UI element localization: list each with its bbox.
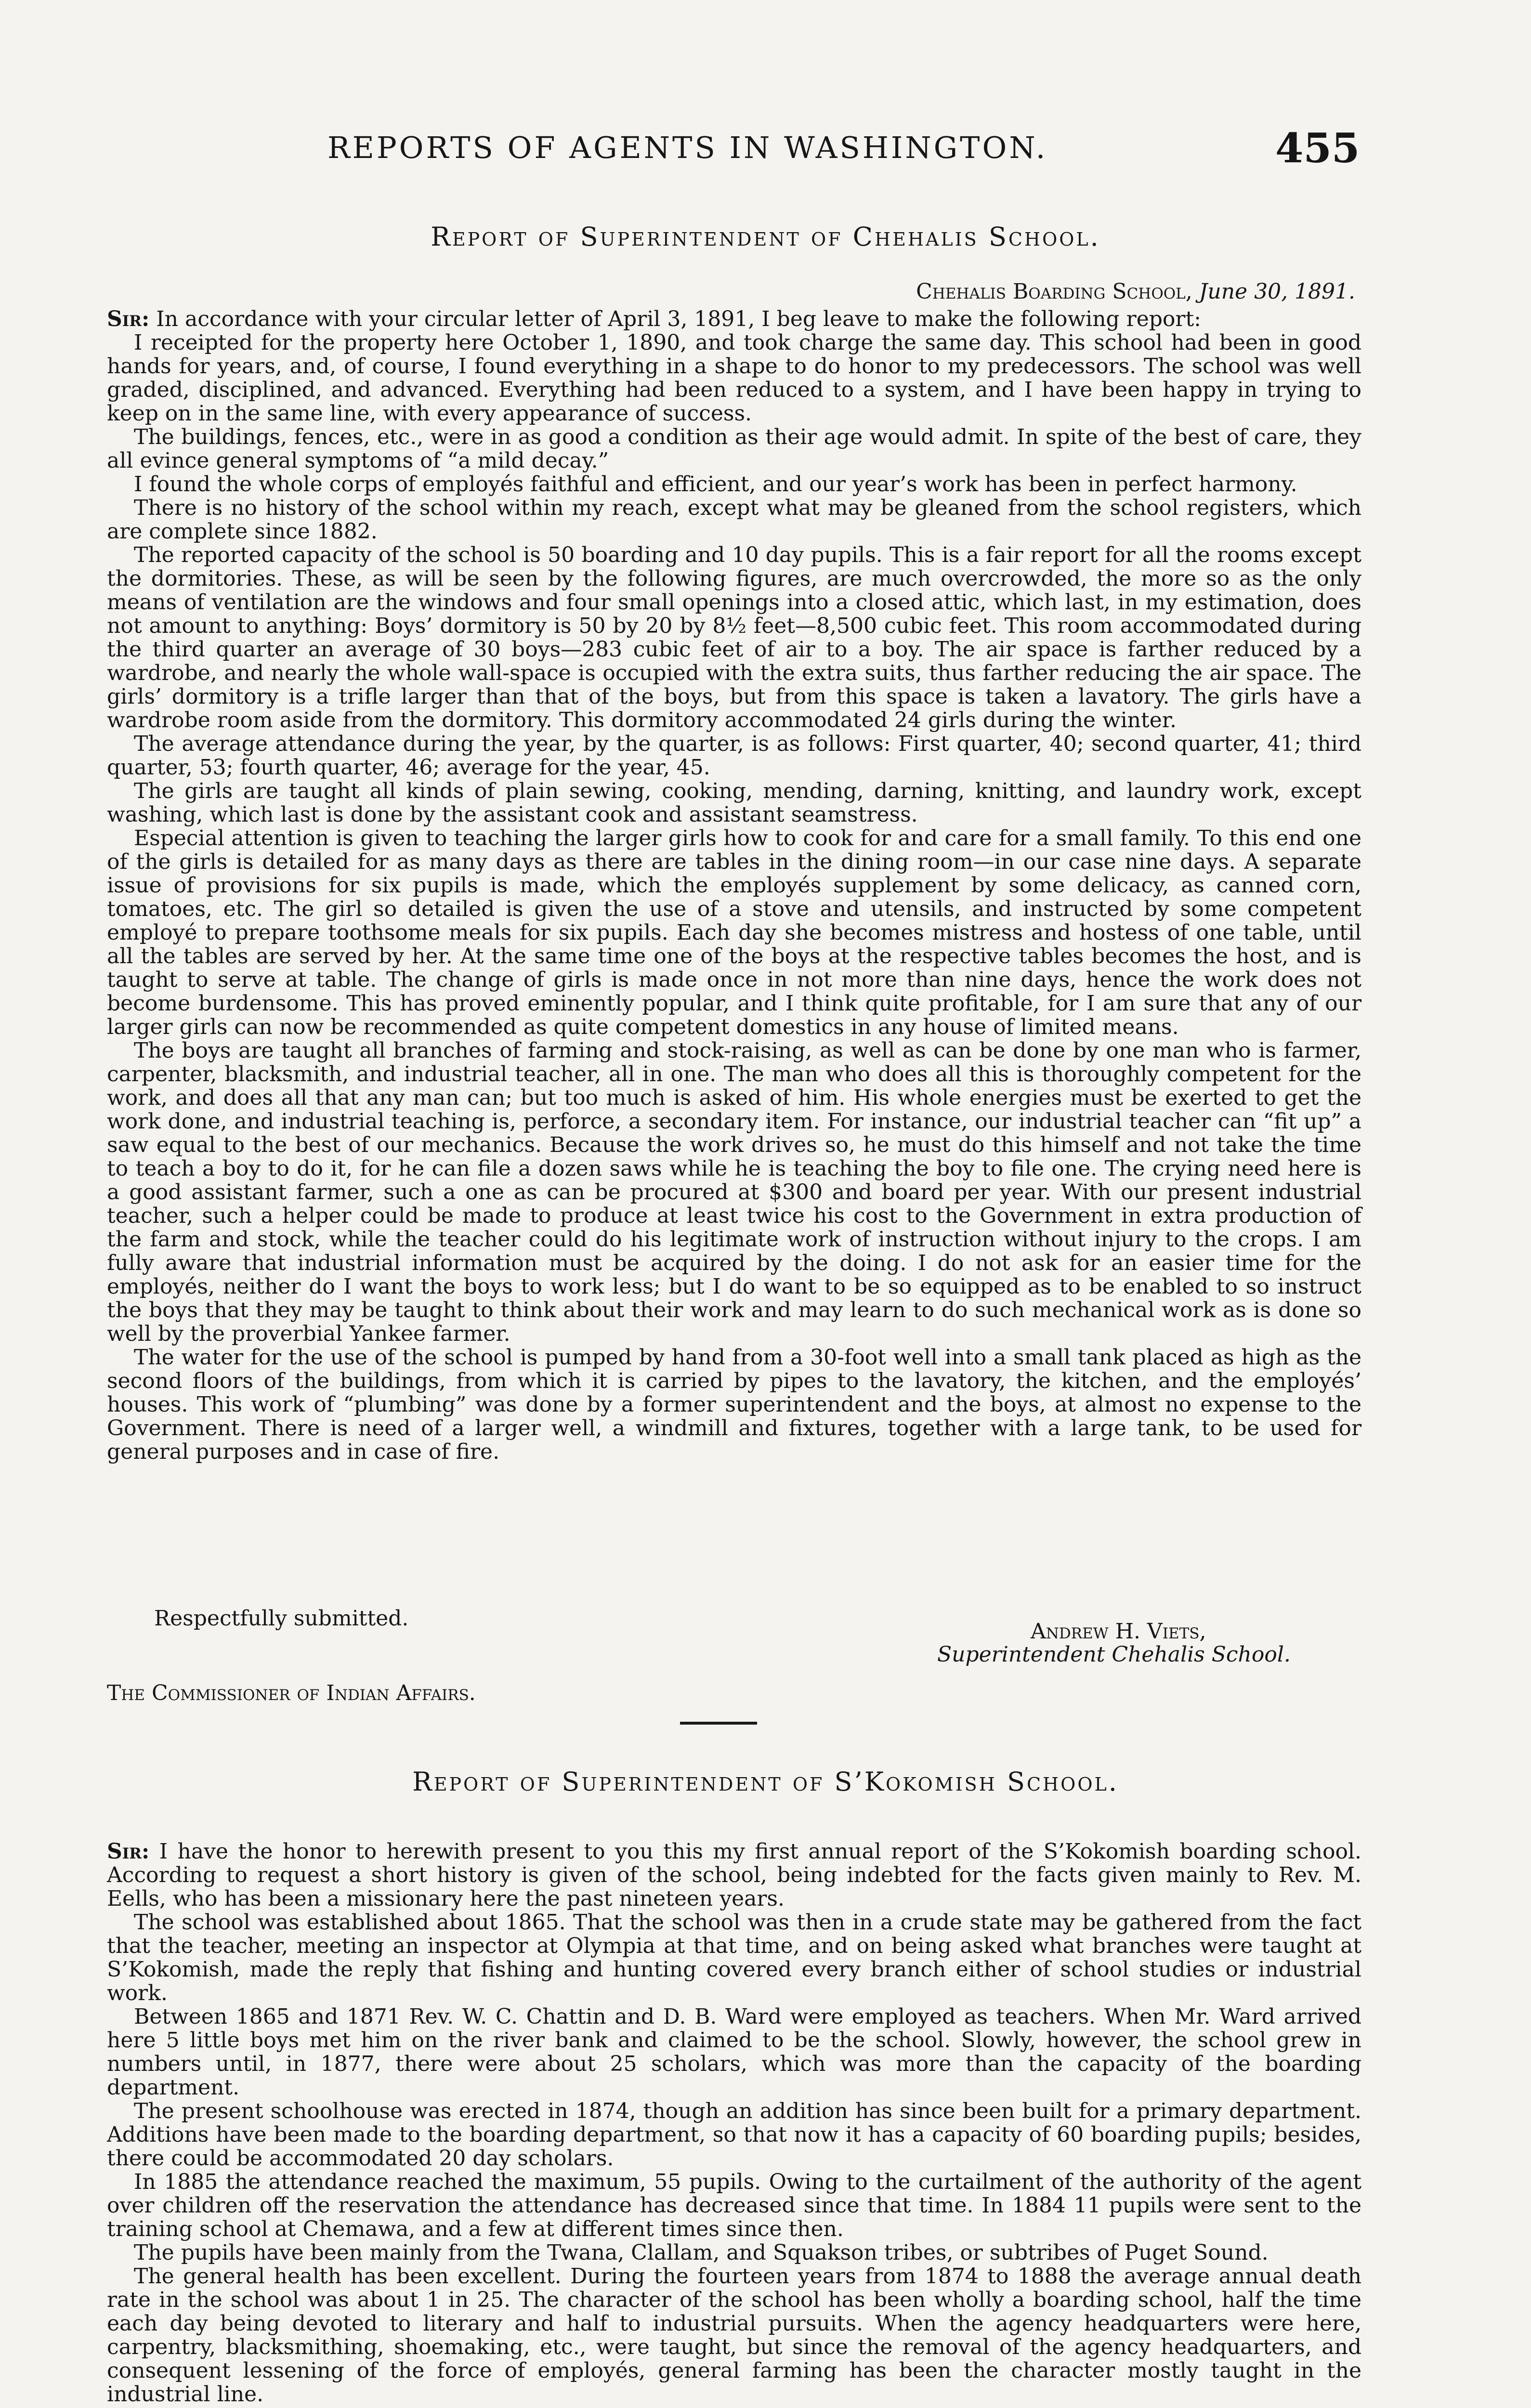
paragraph: Between 1865 and 1871 Rev. W. C. Chattin and D. B. Ward were employed as teachers. When Mr. Ward arrived here 5 little boys met him on the river bank and claimed to be the school. Slowly, however, the school grew in numbers until, in 1877, there were about 25 scholars, which was more than the capacity of the boarding department. [107,2004,1361,2100]
paragraph: There is no history of the school within my reach, except what may be gleaned from the school registers, which are complete since 1882. [107,496,1361,544]
dateline-date: June 30, 1891. [1199,279,1355,304]
signer-title: Superintendent Chehalis School. [937,1642,1291,1667]
paragraph: The boys are taught all branches of farming and stock-raising, as well as can be done by one man who is farmer, carpenter, blacksmith, and industrial teacher, all in one. The man who does all this is thoroughly competent for the work, and does all that any man can; but too much is asked of him. His whole energies must be exerted to get the work done, and industrial teaching is, perforce, a secondary item. For instance, our industrial teacher can “fit up” a saw equal to the best of our mechanics. Because the work drives so, he must do this himself and not take the time to teach a boy to do it, for he can file a dozen saws while he is teaching the boy to file one. The crying need here is a good assistant farmer, such a one as can be procured at $300 and board per year. With our present industrial teacher, such a helper could be made to produce at least twice his cost to the Government in extra production of the farm and stock, while the teacher could do his legitimate work of instruction without injury to the crops. I am fully aware that industrial information must be acquired by the doing. I do not ask for an easier time for the employés, neither do I want the boys to work less; but I do want to be so equipped as to be enabled to so instruct the boys that they may be taught to think about their work and may learn to do such mechanical work as is done so well by the proverbial Yankee farmer. [107,1038,1361,1346]
page-number: 455 [1275,124,1360,172]
dateline-place: Chehalis Boarding School, [916,279,1192,304]
salutation: Sir: [107,1839,150,1864]
paragraph: The reported capacity of the school is 50 boarding and 10 day pupils. This is a fair report for all the rooms except the dormitories. These, as will be seen by the following figures, are much overcrowded, the more so as the only means of ventilation are the windows and four small openings into a closed attic, which last, in my estimation, does not amount to anything: Boys’ dormitory is 50 by 20 by 8½ feet—8,500 cubic feet. This room accommodated during the third quarter an average of 30 boys—283 cubic feet of air to a boy. The air space is farther reduced by a wardrobe, and nearly the whole wall-space is occupied with the extra suits, thus farther reducing the air space. The girls’ dormitory is a trifle larger than that of the boys, but from this space is taken a lavatory. The girls have a wardrobe room aside from the dormitory. This dormitory accommodated 24 girls during the winter. [107,543,1361,733]
dateline [916,279,1355,304]
paragraph: In 1885 the attendance reached the maximum, 55 pupils. Owing to the curtailment of the authority of the agent over children off the reservation the attendance has decreased since that time. In 1884 11 pupils were sent to the training school at Chemawa, and a few at different times since then. [107,2170,1361,2241]
closing-line: Respectfully submitted. [154,1606,409,1631]
running-head: REPORTS OF AGENTS IN WASHINGTON. [327,130,1048,165]
addressee: The Commissioner of Indian Affairs. [107,1681,476,1705]
paragraph: I found the whole corps of employés faithful and efficient, and our year’s work has been in perfect harmony. [134,472,1297,497]
paragraph: The present schoolhouse was erected in 1874, though an addition has since been built for a primary department. Additions have been made to the boarding department, so that now it has a capacity of 60 boarding pupils; besides, there could be accommodated 20 day scholars. [107,2099,1361,2171]
paragraph: Especial attention is given to teaching the larger girls how to cook for and care for a small family. To this end one of the girls is detailed for as many days as there are tables in the dining room—in our case nine days. A separate issue of provisions for six pupils is made, which the employés supplement by some delicacy, as canned corn, tomatoes, etc. The girl so detailed is given the use of a stove and utensils, and instructed by some competent employé to prepare toothsome meals for six pupils. Each day she becomes mistress and hostess of one table, until all the tables are served by her. At the same time one of the boys at the respective tables becomes the host, and is taught to serve at table. The change of girls is made once in not more than nine days, hence the work does not become burdensome. This has proved eminently popular, and I think quite profitable, for I am sure that any of our larger girls can now be recommended as quite competent domestics in any house of limited means. [107,826,1361,1039]
paragraph: The pupils have been mainly from the Twana, Clallam, and Squakson tribes, or subtribes of Puget Sound. [134,2240,1269,2265]
signer-name: Andrew H. Viets, [1031,1619,1206,1644]
chehalis-report-body [107,307,1361,1464]
salutation: Sir: [107,307,150,331]
paragraph: The girls are taught all kinds of plain sewing, cooking, mending, darning, knitting, and laundry work, except washing, which last is done by the assistant cook and assistant seamstress. [107,779,1361,827]
paragraph: Sir: I have the honor to herewith present to you this my first annual report of the S’Kokomish boarding school. According to request a short history is given of the school, being indebted for the facts given mainly to Rev. M. Eells, who has been a missionary here the past nineteen years. [107,1839,1361,1911]
paragraph: The buildings, fences, etc., were in as good a condition as their age would admit. In spite of the best of care, they all evince general symptoms of “a mild decay.” [107,425,1361,473]
skokomish-report-title: Report of Superintendent of S’Kokomish School. [412,1767,1119,1797]
paragraph: Sir: In accordance with your circular letter of April 3, 1891, I beg leave to make the following report: [107,307,1201,331]
paragraph: The school was established about 1865. That the school was then in a crude state may be gathered from the fact that the teacher, meeting an inspector at Olympia at that time, and on being asked what branches were taught at S’Kokomish, made the reply that fishing and hunting covered every branch either of school studies or industrial work. [107,1910,1361,2005]
skokomish-report-body [107,1840,1361,2406]
paragraph: The water for the use of the school is pumped by hand from a 30-foot well into a small tank placed as high as the second floors of the buildings, from which it is carried by pipes to the lavatory, the kitchen, and the employés’ houses. This work of “plumbing” was done by a former superintendent and the boys, at almost no expense to the Government. There is need of a larger well, a windmill and fixtures, together with a large tank, to be used for general purposes and in case of fire. [107,1345,1361,1464]
paragraph: The average attendance during the year, by the quarter, is as follows: First quarter, 40; second quarter, 41; third quarter, 53; fourth quarter, 46; average for the year, 45. [107,732,1361,780]
paragraph: The general health has been excellent. During the fourteen years from 1874 to 1888 the average annual death rate in the school was about 1 in 25. The character of the school has been wholly a boarding school, half the time each day being devoted to literary and half to industrial pursuits. When the agency headquarters were here, carpentry, blacksmithing, shoemaking, etc., were taught, but since the removal of the agency headquarters, and consequent lessening of the force of employés, general farming has been the character mostly taught in the industrial line. [107,2264,1361,2407]
section-divider [680,1722,757,1725]
paragraph: I receipted for the property here October 1, 1890, and took charge the same day. This school had been in good hands for years, and, of course, I found everything in a shape to do honor to my predecessors. The school was well graded, disciplined, and advanced. Everything had been reduced to a system, and I have been happy in trying to keep on in the same line, with every appearance of success. [107,330,1361,426]
chehalis-report-title: Report of Superintendent of Chehalis School. [431,222,1100,252]
